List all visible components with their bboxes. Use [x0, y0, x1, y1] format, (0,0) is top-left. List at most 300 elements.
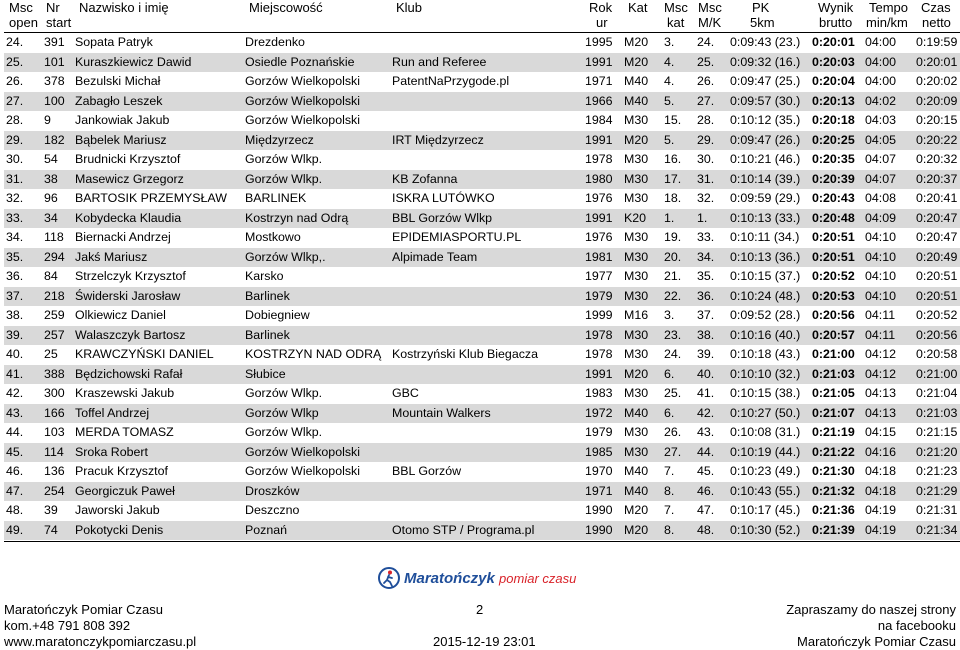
footer-phone: kom.+48 791 808 392: [4, 618, 131, 633]
year-cell: 1990: [585, 503, 613, 517]
name-cell: Zabagło Leszek: [75, 93, 163, 108]
position-cell: 36.: [6, 269, 24, 283]
name-cell: Kobydecka Klaudia: [75, 210, 182, 225]
town-cell: Droszków: [245, 483, 300, 498]
position-cell: 29.: [6, 132, 24, 147]
split-5km-cell: 0:10:43 (55.): [730, 483, 801, 498]
position-cell: 48.: [6, 503, 24, 517]
pace-cell: 04:12: [865, 347, 897, 361]
position-cell: 33.: [6, 210, 24, 225]
name-cell: Sopata Patryk: [75, 35, 153, 49]
table-row: [4, 131, 960, 151]
gender-place-cell: 31.: [697, 171, 715, 186]
gross-time-cell: 0:21:07: [812, 405, 855, 420]
town-cell: Barlinek: [245, 288, 290, 303]
club-cell: IRT Międzyrzecz: [392, 132, 484, 147]
gender-place-cell: 35.: [697, 269, 715, 283]
position-cell: 32.: [6, 191, 24, 205]
net-time-cell: 0:20:37: [916, 171, 958, 186]
position-cell: 31.: [6, 171, 24, 186]
header-msc-mk: Msc: [698, 0, 722, 15]
category-cell: M30: [624, 191, 649, 205]
club-cell: Mountain Walkers: [392, 405, 491, 420]
start-number-cell: 254: [44, 483, 65, 498]
header-rok: Rok: [589, 0, 613, 15]
gender-place-cell: 38.: [697, 327, 715, 342]
category-place-cell: 21.: [664, 269, 682, 283]
net-time-cell: 0:20:02: [916, 74, 958, 88]
pace-cell: 04:16: [865, 444, 897, 459]
table-row: [4, 189, 960, 209]
start-number-cell: 9: [44, 113, 51, 127]
category-cell: M30: [624, 171, 649, 186]
gross-time-cell: 0:21:30: [812, 464, 855, 478]
category-cell: M20: [624, 132, 649, 147]
name-cell: Jankowiak Jakub: [75, 113, 170, 127]
net-time-cell: 0:20:22: [916, 132, 958, 147]
net-time-cell: 0:21:04: [916, 386, 958, 400]
year-cell: 1978: [585, 152, 613, 166]
name-cell: Walaszczyk Bartosz: [75, 327, 186, 342]
table-row: [4, 306, 960, 326]
pace-cell: 04:08: [865, 191, 897, 205]
category-cell: M16: [624, 308, 649, 322]
category-cell: M30: [624, 444, 649, 459]
town-cell: Gorzów Wielkopolski: [245, 464, 360, 478]
year-cell: 1978: [585, 327, 613, 342]
start-number-cell: 166: [44, 405, 65, 420]
gross-time-cell: 0:20:56: [812, 308, 855, 322]
position-cell: 46.: [6, 464, 24, 478]
split-5km-cell: 0:10:15 (37.): [730, 269, 801, 283]
split-5km-cell: 0:10:19 (44.): [730, 444, 801, 459]
table-row: [4, 501, 960, 521]
category-cell: M20: [624, 522, 649, 537]
category-place-cell: 27.: [664, 444, 682, 459]
name-cell: Kuraszkiewicz Dawid: [75, 54, 192, 69]
header-brutto: brutto: [819, 15, 853, 30]
maratonczyk-logo: [378, 566, 578, 592]
pace-cell: 04:15: [865, 425, 897, 439]
position-cell: 24.: [6, 35, 24, 49]
club-cell: GBC: [392, 386, 419, 400]
table-row: [4, 521, 960, 541]
footer-datetime: 2015-12-19 23:01: [433, 634, 536, 649]
town-cell: Drezdenko: [245, 35, 305, 49]
net-time-cell: 0:21:00: [916, 366, 958, 381]
gender-place-cell: 41.: [697, 386, 715, 400]
year-cell: 1976: [585, 230, 613, 244]
table-row: [4, 423, 960, 443]
category-cell: M40: [624, 93, 649, 108]
gender-place-cell: 45.: [697, 464, 715, 478]
start-number-cell: 54: [44, 152, 58, 166]
position-cell: 27.: [6, 93, 24, 108]
split-5km-cell: 0:10:16 (40.): [730, 327, 801, 342]
category-cell: M40: [624, 464, 649, 478]
start-number-cell: 101: [44, 54, 65, 69]
town-cell: Mostkowo: [245, 230, 301, 244]
net-time-cell: 0:20:15: [916, 113, 958, 127]
town-cell: Osiedle Poznańskie: [245, 54, 355, 69]
club-cell: Alpimade Team: [392, 249, 478, 264]
name-cell: Jakś Mariusz: [75, 249, 148, 264]
header-town: Miejscowość: [249, 0, 323, 15]
year-cell: 1978: [585, 347, 613, 361]
split-5km-cell: 0:10:23 (49.): [730, 464, 801, 478]
pace-cell: 04:02: [865, 93, 897, 108]
gender-place-cell: 1.: [697, 210, 708, 225]
footer-facebook: na facebooku: [877, 618, 956, 633]
town-cell: KOSTRZYN NAD ODRĄ: [245, 347, 382, 361]
split-5km-cell: 0:10:12 (35.): [730, 113, 801, 127]
table-bottom-divider: [4, 541, 960, 542]
category-place-cell: 4.: [664, 54, 675, 69]
category-cell: M30: [624, 269, 649, 283]
town-cell: Gorzów Wlkp.: [245, 425, 323, 439]
split-5km-cell: 0:10:21 (46.): [730, 152, 801, 166]
split-5km-cell: 0:10:27 (50.): [730, 405, 801, 420]
name-cell: Olkiewicz Daniel: [75, 308, 166, 322]
gross-time-cell: 0:20:18: [812, 113, 855, 127]
table-row: [4, 384, 960, 404]
net-time-cell: 0:20:09: [916, 93, 958, 108]
position-cell: 34.: [6, 230, 24, 244]
position-cell: 35.: [6, 249, 24, 264]
start-number-cell: 182: [44, 132, 65, 147]
footer-company: Maratończyk Pomiar Czasu: [4, 602, 163, 617]
category-cell: M30: [624, 347, 649, 361]
start-number-cell: 25: [44, 347, 58, 361]
split-5km-cell: 0:10:17 (45.): [730, 503, 801, 517]
year-cell: 1971: [585, 483, 613, 498]
gender-place-cell: 26.: [697, 74, 715, 88]
town-cell: Międzyrzecz: [245, 132, 314, 147]
name-cell: Sroka Robert: [75, 444, 149, 459]
name-cell: Strzelczyk Krzysztof: [75, 269, 186, 283]
start-number-cell: 294: [44, 249, 65, 264]
club-cell: Kostrzyński Klub Biegacza: [392, 347, 539, 361]
split-5km-cell: 0:09:52 (28.): [730, 308, 801, 322]
pace-cell: 04:00: [865, 74, 897, 88]
club-cell: PatentNaPrzygode.pl: [392, 74, 510, 88]
net-time-cell: 0:20:51: [916, 288, 958, 303]
start-number-cell: 114: [44, 444, 64, 459]
gender-place-cell: 25.: [697, 54, 715, 69]
header-kat-sub: kat: [667, 15, 685, 30]
gender-place-cell: 32.: [697, 191, 715, 205]
category-place-cell: 8.: [664, 483, 675, 498]
table-row: [4, 345, 960, 365]
start-number-cell: 118: [44, 230, 64, 244]
category-place-cell: 8.: [664, 522, 675, 537]
year-cell: 1991: [585, 210, 613, 225]
table-row: [4, 72, 960, 92]
net-time-cell: 0:21:15: [916, 425, 958, 439]
name-cell: Pracuk Krzysztof: [75, 464, 168, 478]
net-time-cell: 0:19:59: [916, 35, 958, 49]
pace-cell: 04:10: [865, 269, 897, 283]
year-cell: 1995: [585, 35, 613, 49]
position-cell: 38.: [6, 308, 24, 322]
category-place-cell: 17.: [664, 171, 682, 186]
year-cell: 1991: [585, 132, 613, 147]
net-time-cell: 0:20:51: [916, 269, 958, 283]
table-row: [4, 209, 960, 229]
year-cell: 1991: [585, 366, 613, 381]
year-cell: 1966: [585, 93, 613, 108]
table-row: [4, 150, 960, 170]
category-place-cell: 25.: [664, 386, 682, 400]
category-place-cell: 6.: [664, 405, 675, 420]
pace-cell: 04:19: [865, 503, 897, 517]
year-cell: 1999: [585, 308, 613, 322]
town-cell: Karsko: [245, 269, 284, 283]
table-row: [4, 482, 960, 502]
name-cell: Bąbelek Mariusz: [75, 132, 167, 147]
start-number-cell: 100: [44, 93, 65, 108]
pace-cell: 04:11: [865, 327, 896, 342]
pace-cell: 04:13: [865, 386, 897, 400]
town-cell: Gorzów Wielkopolski: [245, 113, 360, 127]
gross-time-cell: 0:20:35: [812, 152, 855, 166]
start-number-cell: 378: [44, 74, 65, 88]
gender-place-cell: 37.: [697, 308, 715, 322]
split-5km-cell: 0:09:57 (30.): [730, 93, 801, 108]
category-place-cell: 3.: [664, 35, 675, 49]
header-minkm: min/km: [866, 15, 908, 30]
gender-place-cell: 39.: [697, 347, 715, 361]
table-row: [4, 326, 960, 346]
name-cell: Georgiczuk Paweł: [75, 483, 175, 498]
category-cell: M30: [624, 152, 649, 166]
town-cell: BARLINEK: [245, 191, 307, 205]
category-place-cell: 23.: [664, 327, 682, 342]
gender-place-cell: 36.: [697, 288, 715, 303]
category-place-cell: 1.: [664, 210, 675, 225]
pace-cell: 04:09: [865, 210, 897, 225]
category-place-cell: 5.: [664, 132, 675, 147]
start-number-cell: 391: [44, 35, 65, 49]
name-cell: Toffel Andrzej: [75, 405, 150, 420]
town-cell: Gorzów Wlkp.: [245, 386, 323, 400]
pace-cell: 04:10: [865, 249, 897, 264]
gross-time-cell: 0:20:48: [812, 210, 855, 225]
gross-time-cell: 0:20:51: [812, 230, 855, 244]
category-place-cell: 6.: [664, 366, 675, 381]
pace-cell: 04:12: [865, 366, 897, 381]
position-cell: 43.: [6, 405, 24, 420]
column-header: [0, 0, 960, 30]
name-cell: Brudnicki Krzysztof: [75, 152, 181, 166]
gross-time-cell: 0:20:52: [812, 269, 855, 283]
position-cell: 47.: [6, 483, 24, 498]
category-place-cell: 26.: [664, 425, 682, 439]
gross-time-cell: 0:21:22: [812, 444, 855, 459]
year-cell: 1991: [585, 54, 613, 69]
start-number-cell: 84: [44, 269, 58, 283]
split-5km-cell: 0:10:15 (38.): [730, 386, 801, 400]
split-5km-cell: 0:10:18 (43.): [730, 347, 801, 361]
header-msc-kat: Msc: [664, 0, 688, 15]
net-time-cell: 0:20:58: [916, 347, 958, 361]
header-pk: PK: [752, 0, 770, 15]
table-row: [4, 287, 960, 307]
position-cell: 42.: [6, 386, 24, 400]
year-cell: 1977: [585, 269, 613, 283]
category-place-cell: 4.: [664, 74, 675, 88]
header-club: Klub: [396, 0, 423, 15]
pace-cell: 04:18: [865, 464, 897, 478]
town-cell: Gorzów Wielkopolski: [245, 93, 360, 108]
town-cell: Dobiegniew: [245, 308, 310, 322]
category-place-cell: 18.: [664, 191, 682, 205]
header-kat: Kat: [628, 0, 648, 15]
results-table: [4, 33, 960, 540]
start-number-cell: 74: [44, 522, 58, 537]
position-cell: 44.: [6, 425, 24, 439]
gender-place-cell: 30.: [697, 152, 715, 166]
start-number-cell: 136: [44, 464, 65, 478]
split-5km-cell: 0:10:13 (36.): [730, 249, 801, 264]
net-time-cell: 0:21:20: [916, 444, 958, 459]
gender-place-cell: 48.: [697, 522, 715, 537]
pace-cell: 04:13: [865, 405, 897, 420]
header-5km: 5km: [750, 15, 775, 30]
gross-time-cell: 0:21:05: [812, 386, 855, 400]
town-cell: Poznań: [245, 522, 288, 537]
pace-cell: 04:07: [865, 152, 897, 166]
position-cell: 40.: [6, 347, 24, 361]
gender-place-cell: 40.: [697, 366, 715, 381]
table-row: [4, 404, 960, 424]
position-cell: 49.: [6, 522, 24, 537]
start-number-cell: 38: [44, 171, 58, 186]
category-cell: M30: [624, 327, 649, 342]
category-cell: M20: [624, 35, 649, 49]
town-cell: Gorzów Wlkp.: [245, 152, 323, 166]
net-time-cell: 0:20:01: [916, 54, 958, 69]
year-cell: 1970: [585, 464, 613, 478]
position-cell: 30.: [6, 152, 24, 166]
gender-place-cell: 33.: [697, 230, 715, 244]
town-cell: Barlinek: [245, 327, 290, 342]
name-cell: MERDA TOMASZ: [75, 425, 174, 439]
gross-time-cell: 0:20:01: [812, 35, 855, 49]
split-5km-cell: 0:10:10 (32.): [730, 366, 801, 381]
split-5km-cell: 0:09:47 (25.): [730, 74, 801, 88]
category-place-cell: 7.: [664, 464, 675, 478]
table-row: [4, 53, 960, 73]
town-cell: Gorzów Wielkopolski: [245, 74, 360, 88]
name-cell: Świderski Jarosław: [75, 288, 181, 303]
name-cell: Jaworski Jakub: [75, 503, 160, 517]
table-row: [4, 92, 960, 112]
gross-time-cell: 0:21:00: [812, 347, 855, 361]
start-number-cell: 300: [44, 386, 65, 400]
split-5km-cell: 0:09:47 (26.): [730, 132, 801, 147]
net-time-cell: 0:20:49: [916, 249, 958, 264]
category-cell: M40: [624, 74, 649, 88]
gross-time-cell: 0:20:53: [812, 288, 855, 303]
town-cell: Gorzów Wlkp,.: [245, 249, 326, 264]
split-5km-cell: 0:09:32 (16.): [730, 54, 801, 69]
page-number: 2: [476, 602, 484, 617]
club-cell: KB Zofanna: [392, 171, 458, 186]
header-open: open: [9, 15, 38, 30]
gross-time-cell: 0:21:03: [812, 366, 855, 381]
gross-time-cell: 0:20:57: [812, 327, 855, 342]
category-cell: M20: [624, 54, 649, 69]
club-cell: EPIDEMIASPORTU.PL: [392, 230, 522, 244]
town-cell: Gorzów Wlkp.: [245, 171, 323, 186]
category-cell: M20: [624, 503, 649, 517]
pace-cell: 04:11: [865, 308, 896, 322]
gross-time-cell: 0:20:04: [812, 74, 855, 88]
start-number-cell: 257: [44, 327, 65, 342]
year-cell: 1985: [585, 444, 613, 459]
category-cell: M40: [624, 483, 649, 498]
table-row: [4, 170, 960, 190]
net-time-cell: 0:21:03: [916, 405, 958, 420]
gender-place-cell: 34.: [697, 249, 715, 264]
category-place-cell: 5.: [664, 93, 675, 108]
club-cell: BBL Gorzów: [392, 464, 462, 478]
net-time-cell: 0:20:47: [916, 230, 958, 244]
category-place-cell: 7.: [664, 503, 675, 517]
split-5km-cell: 0:10:14 (39.): [730, 171, 801, 186]
table-row: [4, 443, 960, 463]
header-tempo: Tempo: [869, 0, 909, 15]
category-cell: M30: [624, 113, 649, 127]
pace-cell: 04:10: [865, 288, 897, 303]
split-5km-cell: 0:10:30 (52.): [730, 522, 801, 537]
table-row: [4, 33, 960, 53]
gross-time-cell: 0:20:03: [812, 54, 855, 69]
runner-logo-icon: [378, 567, 400, 589]
gross-time-cell: 0:21:19: [812, 425, 855, 439]
start-number-cell: 259: [44, 308, 65, 322]
gross-time-cell: 0:21:39: [812, 522, 855, 537]
start-number-cell: 96: [44, 191, 58, 205]
category-place-cell: 24.: [664, 347, 682, 361]
category-cell: M40: [624, 405, 649, 420]
category-place-cell: 3.: [664, 308, 675, 322]
header-netto: netto: [922, 15, 951, 30]
gender-place-cell: 44.: [697, 444, 715, 459]
pace-cell: 04:18: [865, 483, 897, 498]
year-cell: 1983: [585, 386, 613, 400]
table-row: [4, 111, 960, 131]
year-cell: 1979: [585, 425, 613, 439]
logo-brand: Maratończyk: [404, 570, 495, 587]
name-cell: BARTOSIK PRZEMYSŁAW: [75, 191, 227, 205]
category-cell: M30: [624, 386, 649, 400]
position-cell: 41.: [6, 366, 24, 381]
table-row: [4, 228, 960, 248]
name-cell: KRAWCZYŃSKI DANIEL: [75, 347, 214, 361]
gross-time-cell: 0:21:36: [812, 503, 855, 517]
name-cell: Będzichowski Rafał: [75, 366, 183, 381]
category-cell: M30: [624, 230, 649, 244]
footer-brand: Maratończyk Pomiar Czasu: [797, 634, 956, 649]
position-cell: 45.: [6, 444, 24, 459]
pace-cell: 04:19: [865, 522, 897, 537]
gender-place-cell: 43.: [697, 425, 715, 439]
split-5km-cell: 0:10:11 (34.): [730, 230, 800, 244]
pace-cell: 04:10: [865, 230, 897, 244]
category-place-cell: 15.: [664, 113, 682, 127]
